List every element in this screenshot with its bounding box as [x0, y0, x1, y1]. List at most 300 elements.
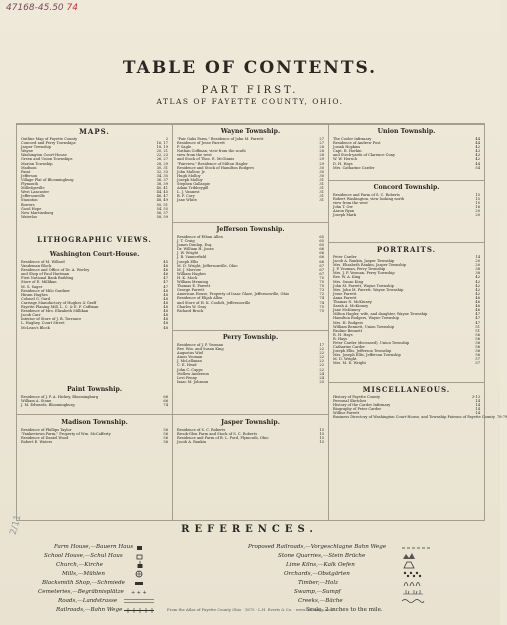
- rule: [328, 382, 484, 383]
- entry-page: 28: [319, 145, 324, 150]
- entry-page: 31: [319, 177, 324, 182]
- entry-page: 31: [319, 194, 324, 199]
- section-jasper-township: [177, 419, 324, 444]
- entry-page: 15: [475, 201, 480, 206]
- entry-page: 22: [319, 351, 324, 356]
- entry-page: 47: [475, 320, 480, 325]
- contents-entry: [21, 326, 168, 330]
- entry-title: view from the west: [333, 201, 368, 206]
- entry-page: 34, 35: [156, 173, 168, 178]
- entry-title: Thomas E. Parrett: [177, 284, 211, 289]
- entry-page: 65: [319, 235, 324, 239]
- section-title: Jefferson Township.: [216, 226, 285, 233]
- entry-title: Charles W. Gray: [177, 304, 207, 309]
- entry-title: Hamilton Rodgers, Wayne Township: [333, 316, 399, 321]
- entry-title: Mellow Anderson: [177, 371, 209, 376]
- section-portraits: [333, 246, 480, 366]
- entry-page: 30, 31: [156, 165, 168, 170]
- entry-title: Thomas N. McKinney: [333, 300, 372, 305]
- entry-title: Jesse Parrett: [333, 291, 357, 296]
- entry-title: Wilbur Parrett: [333, 411, 360, 416]
- entry-page: 70: [319, 280, 324, 285]
- ref-orchards: Orchards,—Obstgärten: [284, 571, 350, 577]
- column-divider: [328, 124, 329, 520]
- contents-entry: [333, 166, 480, 170]
- catalog-red-number: 74: [66, 3, 78, 13]
- entry-page: 74: [163, 403, 168, 408]
- cemetery-icon: [130, 588, 146, 596]
- section-perry-township: [177, 334, 324, 384]
- ref-church: Church,—Kirche: [56, 562, 103, 568]
- entry-title: Aaron Ryan: [333, 209, 355, 214]
- entry-page: 43: [475, 149, 480, 154]
- entry-title: M. D. Wright, Jeffersonville, Ohio: [177, 263, 238, 268]
- entry-page: 15: [319, 436, 324, 441]
- entry-page: 56: [475, 353, 480, 358]
- entry-title: Milton Hagler, wife, and daughter, Wayne Township: [333, 312, 428, 317]
- entry-title: P. Sagle: [177, 145, 192, 150]
- entry-page: 24: [319, 375, 324, 380]
- column-divider: [172, 124, 173, 520]
- entry-title: M. S. Sager: [21, 284, 43, 289]
- entry-page: 15: [319, 432, 324, 437]
- entry-title: Residence and Farm of S. C. Roberts: [333, 193, 400, 197]
- entry-title: Mrs. John M. Parrett, Wayne Township: [333, 287, 404, 292]
- entry-title: Joseph Molloy: [177, 177, 203, 182]
- entry-page: 18, 19: [156, 145, 168, 150]
- svg-text:+ + +: + + +: [131, 590, 147, 596]
- entry-page: 31: [319, 182, 324, 187]
- ref-creeks: Creeks,—Bäche: [298, 598, 343, 604]
- contents-entry: [177, 380, 324, 384]
- entry-page: 14: [475, 399, 480, 404]
- entry-title: L. Hughey, Court Street: [21, 321, 65, 326]
- entry-title: "Yankeetown Farm," Property of Wm. McCafferty: [21, 432, 111, 437]
- entry-title: Josiah Hopkins: [333, 145, 361, 150]
- entry-title: M. J. Morrow: [177, 267, 201, 272]
- margin-pencil-note: 2/11: [8, 513, 24, 537]
- entry-page: 74: [319, 296, 324, 301]
- entry-title: J. R. Vannerfield: [177, 255, 207, 260]
- ref-mills: Mills,—Mühlen: [62, 571, 105, 577]
- entry-page: 22: [319, 347, 324, 352]
- contents-entry: [177, 309, 324, 313]
- entry-page: 45: [163, 260, 168, 264]
- footer-credit: From the Atlas of Fayette County Ohio · 1875 · L.H. Everts & Co. · www.old-maps.com: [167, 607, 333, 612]
- section-title: Washington Court-House.: [49, 251, 140, 258]
- entry-title: Residence and Stock of Hamilton Rodgers: [177, 165, 254, 170]
- entry-page: 48: [163, 317, 168, 322]
- entry-page: 78-79: [496, 415, 507, 420]
- part-heading: PART FIRST.: [201, 85, 299, 96]
- entry-title: view from the west: [177, 153, 212, 158]
- entry-page: 42: [475, 157, 480, 162]
- entry-title: James Dunlap, Esq.: [177, 243, 213, 248]
- entry-title: and Stock of Thos. E. McGinnis: [177, 157, 235, 162]
- entry-title: H. K. Mock: [177, 275, 198, 280]
- entry-page: 30: [319, 173, 324, 178]
- catalog-number: 47168-45.50: [6, 3, 64, 13]
- rule: [172, 414, 328, 415]
- entry-page: 20, 21: [156, 149, 168, 154]
- ref-lime-kilns: Lime Kilns,—Kalk Oefen: [286, 562, 355, 568]
- section-wayne-township: [177, 128, 324, 203]
- entry-title: Joseph Ellis: [177, 259, 199, 264]
- entry-title: Residence of Jesse Parrett: [177, 141, 225, 146]
- entry-title: Joseph Mark: [333, 213, 357, 218]
- entry-title: Mrs. H. Rodgers: [333, 320, 364, 325]
- contents-frame: [16, 123, 507, 521]
- entry-title: Mrs. Elizabeth Rankin, Jasper Township: [333, 263, 406, 268]
- rule: [328, 180, 484, 181]
- proposed-railroad-icon: [402, 546, 432, 550]
- entry-title: Residence of Mrs. Elizabeth Millikan: [21, 309, 89, 314]
- entry-page: 56: [163, 428, 168, 432]
- entry-title: First National Bank Building: [21, 276, 74, 281]
- entry-page: 47: [163, 284, 168, 289]
- entry-title: Residence of Ethan Allen: [177, 235, 223, 239]
- entry-page: 46: [475, 304, 480, 309]
- section-miscellaneous: [333, 385, 507, 420]
- rule: [17, 124, 484, 125]
- entry-page: 14: [475, 255, 480, 259]
- entry-title: Bowers: [21, 202, 35, 207]
- references-title: REFERENCES.: [181, 524, 318, 535]
- entry-page: 67: [319, 263, 324, 268]
- entry-title: Residence of Phillips Taylor: [21, 428, 72, 432]
- entry-title: Waterloo: [21, 214, 38, 219]
- entry-title: J. W. Wright: [177, 251, 199, 256]
- entry-title: Residence of Daniel Wood: [21, 436, 69, 441]
- entry-title: Concord and Perry Townships: [21, 141, 76, 146]
- entry-title: John C. Capps: [177, 367, 203, 372]
- contents-entry: [333, 415, 507, 420]
- references-box: [16, 522, 483, 612]
- entry-page: 42: [475, 287, 480, 292]
- entry-title: B. F. Cory: [177, 194, 195, 199]
- section-washington-court-house: [21, 251, 168, 330]
- entry-title: L. J. Vannest: [177, 190, 200, 195]
- entry-title: Jacob A. Rankin: [177, 440, 206, 445]
- entry-title: Isaac M. Johnson: [177, 379, 209, 384]
- entry-title: R. H. Hays: [333, 332, 353, 337]
- entry-page: 46: [475, 308, 480, 313]
- entry-page: 66: [319, 247, 324, 252]
- entry-title: American House, Property of Isaac Glaze, Jeffersonville, Ohio: [177, 292, 290, 297]
- entry-title: Residence and Farm of B. L. Ford, Plymouth, Ohio: [177, 436, 269, 441]
- entry-page: 2: [165, 137, 168, 141]
- section-concord-township: [333, 184, 480, 218]
- entry-page: 14: [475, 407, 480, 412]
- entry-title: Mrs. Catharine Carder: [333, 165, 375, 170]
- entry-title: William Bennett, Union Township: [333, 324, 395, 329]
- entry-title: Levi Fenny: [177, 375, 197, 380]
- entry-page: 15: [319, 440, 324, 445]
- entry-page: 66: [319, 255, 324, 260]
- ref-scale: Scale, 2 inches to the mile.: [306, 607, 383, 613]
- entry-page: 44: [475, 137, 480, 141]
- entry-title: Augustus Wiel: [177, 351, 204, 356]
- entry-page: 65: [319, 243, 324, 248]
- section-lithographic-views: [21, 236, 168, 245]
- handwritten-catalog-note: [6, 3, 78, 13]
- entry-title: Washington Court-House: [21, 153, 67, 158]
- entry-page: 15: [319, 428, 324, 432]
- section-maps: [21, 128, 168, 219]
- entry-page: 15: [475, 197, 480, 202]
- entry-title: Richard Brock: [177, 308, 204, 313]
- entry-title: Outline Map of Fayette County: [21, 137, 78, 141]
- section-title: PORTRAITS.: [376, 245, 437, 254]
- entry-title: J. McLellanan: [177, 359, 202, 364]
- school-house-icon: [136, 553, 144, 560]
- farm-house-icon: [136, 544, 144, 551]
- entry-title: West Lancaster: [21, 190, 50, 195]
- section-title: Madison Township.: [61, 419, 128, 426]
- entry-page: 46: [163, 268, 168, 273]
- entry-title: Carriage Manufactory of Hughes & Graff: [21, 300, 97, 305]
- entry-title: Nathan Coffman, view from the south: [177, 149, 246, 154]
- entry-page: 67: [319, 267, 324, 272]
- entry-title: Mrs. M. D. Wright: [333, 361, 366, 366]
- timber-icon: [402, 578, 424, 587]
- entry-page: 3-13: [471, 395, 480, 399]
- entry-page: 48: [163, 292, 168, 297]
- entry-title: Jane White: [177, 198, 197, 203]
- entry-title: Jasper Township: [21, 145, 51, 150]
- entry-page: 15: [475, 193, 480, 197]
- entry-page: 48: [163, 321, 168, 326]
- entry-title: John M. Parrett, Wayne Township: [333, 283, 394, 288]
- section-title: Concord Township.: [373, 184, 440, 191]
- entry-page: 22: [319, 359, 324, 364]
- entry-title: Mrs. Joseph Ellis, Jefferson Township: [333, 353, 401, 358]
- entry-page: 31: [319, 190, 324, 195]
- section-title: MAPS.: [79, 127, 110, 136]
- entry-page: 46, 47: [156, 194, 168, 199]
- entry-page: 74: [319, 300, 324, 305]
- entry-title: Mrs. Susan King: [333, 279, 364, 284]
- entry-page: 66: [163, 395, 168, 399]
- entry-page: 44: [475, 141, 480, 146]
- entry-page: 56: [475, 349, 480, 354]
- atlas-title: ATLAS OF FAYETTE COUNTY, OHIO.: [156, 97, 344, 106]
- entry-title: Fayette Planing Mill, L. C. & E. F. Coffman: [21, 305, 99, 310]
- entry-page: 56, 57: [156, 210, 168, 215]
- entry-title: Wayne: [21, 149, 33, 154]
- entry-title: Residence of Elijah Allen: [177, 296, 223, 301]
- entry-page: 28: [319, 153, 324, 158]
- entry-title: The Cooler Infirmary: [333, 137, 372, 141]
- entry-page: 56: [163, 436, 168, 441]
- ref-stone-quarries: Stone Quarries,—Stein Brüche: [278, 553, 366, 559]
- entry-page: 38: [475, 271, 480, 276]
- entry-title: Interior of Store of J. B. Torrance: [21, 317, 82, 322]
- entry-title: Brook-Glen Farm and Stock of S. C. Roberts: [177, 432, 258, 437]
- entry-page: 57: [475, 357, 480, 362]
- entry-title: Village Plat of Bloomingburg: [21, 177, 74, 182]
- entry-page: 26, 27: [156, 157, 168, 162]
- rule: [17, 414, 172, 415]
- entry-title: Jeffersonville: [21, 194, 45, 199]
- entry-page: 56: [475, 340, 480, 345]
- ref-farm-house: Farm House,—Bauern Haus: [54, 544, 134, 550]
- entry-page: 42: [475, 283, 480, 288]
- entry-page: 28: [319, 149, 324, 154]
- contents-entry: [177, 440, 324, 444]
- entry-title: Residence of Andrew Post: [333, 141, 381, 146]
- ref-roads: Roads,—Landstrasse: [58, 598, 118, 604]
- entry-title: History of Fayette County: [333, 395, 380, 399]
- entry-page: 22: [319, 363, 324, 368]
- section-paint-township: [21, 386, 168, 407]
- entry-title: M. D. Wright: [333, 357, 357, 362]
- entry-title: Peter Carder: [333, 255, 357, 259]
- entry-page: 28, 29: [156, 161, 168, 166]
- entry-title: New Martinsburg: [21, 210, 54, 215]
- entry-page: 25: [319, 379, 324, 384]
- entry-title: Rev. W. A. King: [333, 275, 361, 280]
- entry-title: Jefferson: [21, 173, 38, 178]
- entry-title: D. H. Hays: [333, 161, 353, 166]
- contents-entry: [21, 403, 168, 407]
- entry-title: Madison: [21, 165, 37, 170]
- blacksmith-icon: [134, 580, 144, 587]
- section-madison-township: [21, 419, 168, 444]
- entry-page: 72: [319, 292, 324, 297]
- ref-swamp: Swamp,—Sumpf: [294, 589, 341, 595]
- entry-title: Residence of M. Willard: [21, 260, 65, 264]
- entry-title: Jane McKinney: [333, 308, 361, 313]
- entry-page: 20: [475, 263, 480, 268]
- entry-page: 48: [163, 325, 168, 330]
- entry-title: Plymouth: [21, 182, 39, 187]
- entry-title: Vandeman Block: [21, 264, 52, 269]
- entry-page: 31: [319, 186, 324, 191]
- entry-title: Hiram Hughes: [21, 292, 48, 297]
- entry-title: R. Hays: [333, 336, 348, 341]
- section-title: Jasper Township.: [221, 419, 280, 426]
- entry-title: Anna Parrett: [333, 295, 357, 300]
- entry-page: 46: [163, 272, 168, 277]
- entry-title: and Store of H. K. Coolidt, Jeffersonville: [177, 300, 251, 305]
- entry-title: and Stock-yards of Clarence Cuny: [333, 153, 396, 158]
- entry-page: 30: [319, 165, 324, 170]
- contents-entry: [21, 215, 168, 219]
- entry-title: J. P. Yeoman, Perry Township: [333, 267, 386, 272]
- entry-page: 48: [163, 313, 168, 318]
- ref-cemeteries: Cemeteries,—Begräbnisplätze: [38, 589, 124, 595]
- entry-page: 14: [475, 403, 480, 408]
- entry-title: History of the Carder Infirmary: [333, 403, 391, 408]
- entry-title: Good Hope: [21, 206, 42, 211]
- entry-title: "Fair Oaks Farm," Residence of John M. Parrett: [177, 137, 264, 141]
- entry-page: 22: [319, 367, 324, 372]
- entry-page: 29: [319, 157, 324, 162]
- entry-title: William A. Stone: [21, 399, 52, 404]
- entry-page: 38, 39: [156, 182, 168, 187]
- entry-page: 16: [475, 205, 480, 210]
- entry-title: Staunton: [21, 198, 38, 203]
- entry-title: Residence of J. P. Yeoman: [177, 343, 224, 347]
- orchard-icon: [402, 570, 424, 578]
- contents-entry: [333, 361, 480, 365]
- entry-page: 70: [319, 275, 324, 280]
- entry-title: Paint: [21, 169, 31, 174]
- swamp-icon: [402, 588, 424, 596]
- entry-title: Residence of S. C. Roberts: [177, 428, 226, 432]
- entry-title: Amos Yeoman: [177, 355, 203, 360]
- section-title: MISCELLANEOUS.: [362, 385, 451, 394]
- entry-title: Residence and Office of Dr. A. Worley: [21, 268, 90, 273]
- entry-page: 29: [319, 161, 324, 166]
- entry-title: William Menning: [177, 280, 209, 285]
- entry-title: Joseph Ellis, Jefferson Township: [333, 349, 392, 354]
- entry-page: 67: [319, 271, 324, 276]
- entry-page: 42: [475, 291, 480, 296]
- entry-page: 48: [163, 296, 168, 301]
- ref-blacksmith-shop: Blacksmith Shop,—Schmiede: [42, 580, 125, 586]
- entry-title: Robert E. Waters: [21, 440, 53, 445]
- page-title: TABLE OF CONTENTS.: [122, 58, 378, 78]
- entry-page: 46: [163, 264, 168, 269]
- entry-title: Personal Sketches: [333, 399, 367, 404]
- entry-page: 48: [163, 309, 168, 314]
- ref-school-house: School House,—Schul Haus: [44, 553, 123, 559]
- entry-title: Peter Carder (deceased), Union Township: [333, 340, 410, 345]
- entry-title: Residence of Milo Gardner: [21, 288, 70, 293]
- entry-page: 22: [319, 355, 324, 360]
- entry-title: George Parrett: [177, 288, 205, 293]
- church-icon: [136, 561, 144, 569]
- entry-title: Biography of Peter Carder: [333, 407, 382, 412]
- entry-page: 56: [475, 345, 480, 350]
- entry-title: Colonel G. Gard: [21, 296, 51, 301]
- entry-page: 65: [319, 239, 324, 244]
- entry-page: 75: [319, 308, 324, 313]
- entry-page: 47: [475, 316, 480, 321]
- entry-title: Sarah A. McKinney: [333, 304, 369, 309]
- entry-title: J. T. Craig: [177, 239, 195, 244]
- entry-page: 27: [319, 141, 324, 146]
- stone-quarry-icon: [402, 552, 416, 560]
- entry-page: 54, 55: [156, 206, 168, 211]
- contents-entry: [333, 213, 480, 217]
- entry-title: Pauline Bennett: [333, 328, 363, 333]
- entry-title: Jacob Carr: [21, 313, 41, 318]
- entry-page: 47: [163, 280, 168, 285]
- entry-title: and Shop of Paul Hartman: [21, 272, 70, 277]
- entry-page: 20: [475, 209, 480, 214]
- section-title: LITHOGRAPHIC VIEWS.: [37, 235, 152, 244]
- entry-title: John Mallow, Jr.: [177, 169, 206, 174]
- section-title: Paint Township.: [66, 386, 122, 393]
- entry-title: Store of E. Millikan: [21, 280, 57, 285]
- entry-page: 48: [163, 305, 168, 310]
- entry-title: Dr. William H. Jones: [177, 247, 214, 252]
- entry-title: Milledgeville: [21, 186, 45, 191]
- entry-page: 48, 49: [156, 198, 168, 203]
- entry-page: 42: [475, 275, 480, 280]
- entry-title: Catharine Carder: [333, 345, 365, 350]
- entry-page: 46: [475, 295, 480, 300]
- entry-page: 20: [475, 213, 480, 218]
- entry-title: Stephen Gallaspie: [177, 182, 211, 187]
- entry-page: 47: [475, 312, 480, 317]
- rule: [172, 222, 328, 223]
- entry-page: 56: [475, 332, 480, 337]
- mill-icon: [134, 570, 144, 578]
